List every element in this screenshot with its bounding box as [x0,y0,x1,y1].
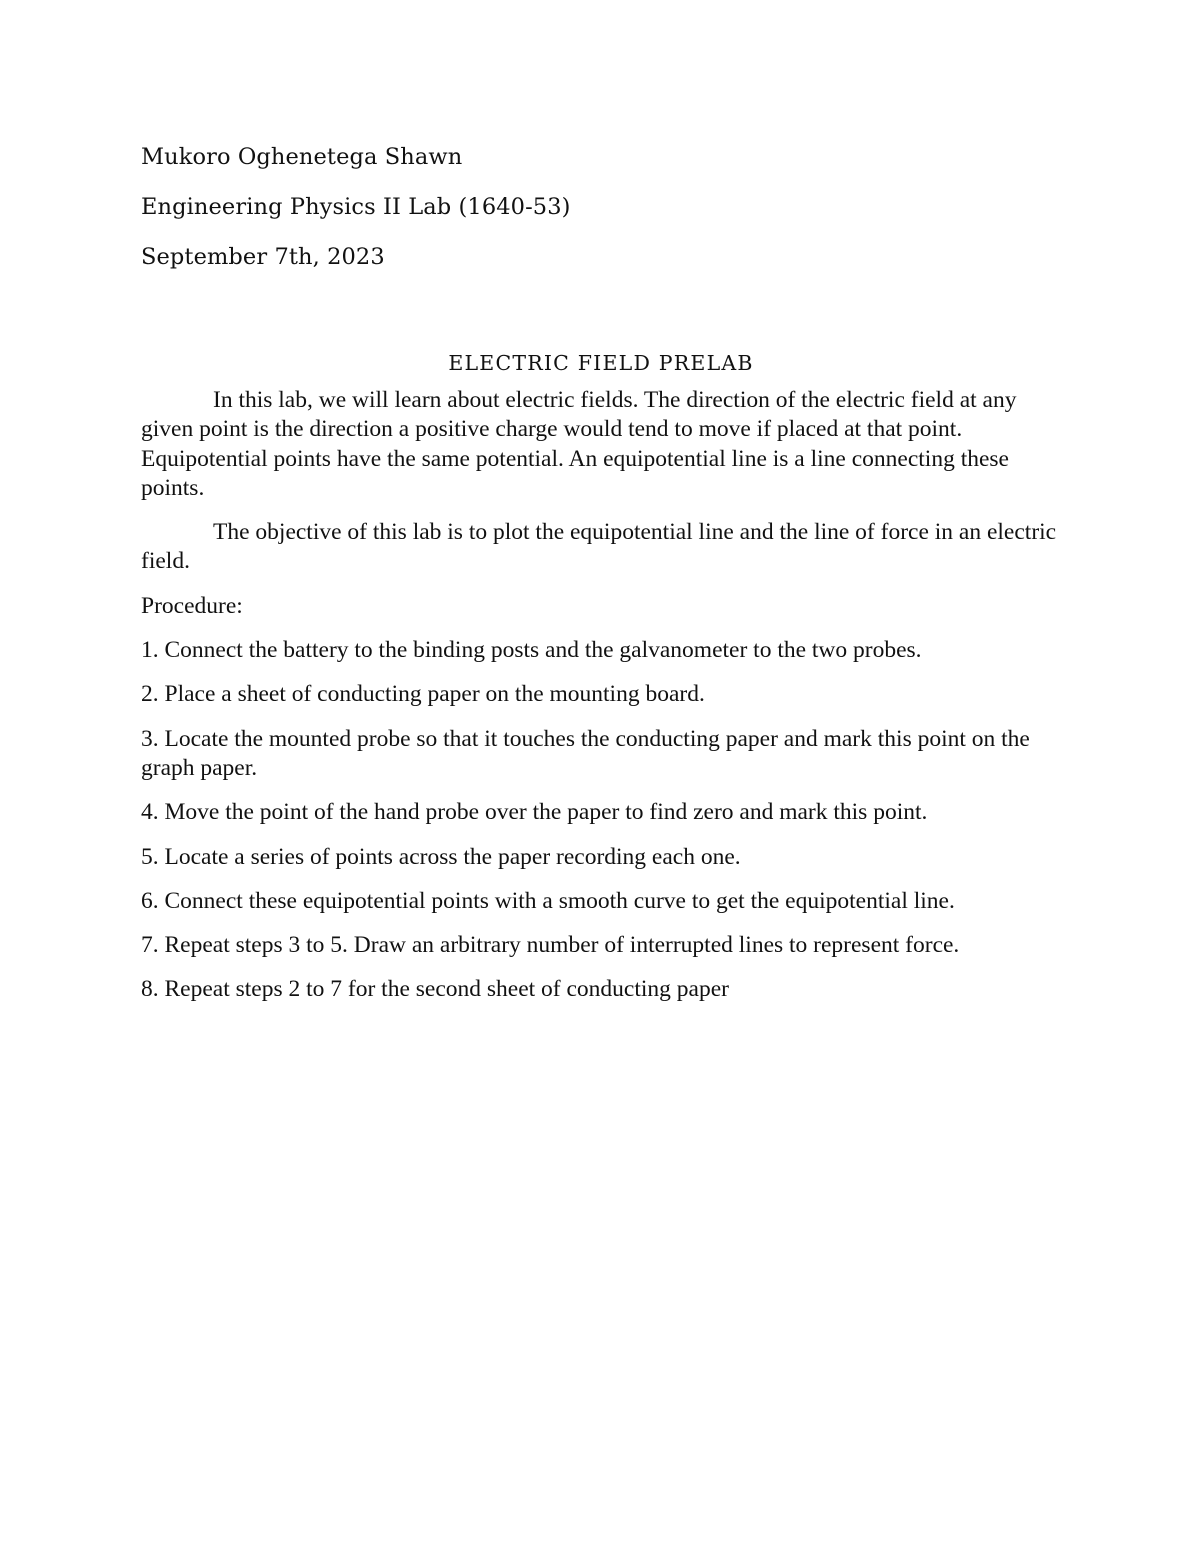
procedure-step: 5. Locate a series of points across the paper recording each one. [141,843,741,870]
procedure-step: 3. Locate the mounted probe so that it touches the conducting paper and mark this point on the graph paper. [141,725,1030,781]
procedure-step: 7. Repeat steps 3 to 5. Draw an arbitrary number of interrupted lines to represent force. [141,932,960,959]
document-page [141,140,1061,1020]
intro-paragraph: In this lab, we will learn about electric fields. The direction of the electric field at any given point is the direction a positive charge would tend to move if placed at that point. Equipotential points have the same potential. An equipotential line is a line connecting these points. [141,387,1017,501]
objective-paragraph: The objective of this lab is to plot the equipotential line and the line of force in an electric field. [141,519,1057,575]
procedure-step: 6. Connect these equipotential points with a smooth curve to get the equipotential line. [141,887,955,914]
course-name: Engineering Physics II Lab (1640-53) [141,194,571,220]
procedure-heading: Procedure: [141,592,243,619]
document-date: September 7th, 2023 [141,244,385,270]
procedure-step: 2. Place a sheet of conducting paper on the mounting board. [141,681,705,708]
procedure-step: 4. Move the point of the hand probe over the paper to find zero and mark this point. [141,799,928,826]
author-name: Mukoro Oghenetega Shawn [141,144,463,170]
document-title: ELECTRIC FIELD PRELAB [448,351,754,375]
procedure-step: 1. Connect the battery to the binding posts and the galvanometer to the two probes. [141,637,922,664]
procedure-step: 8. Repeat steps 2 to 7 for the second sheet of conducting paper [141,976,729,1003]
